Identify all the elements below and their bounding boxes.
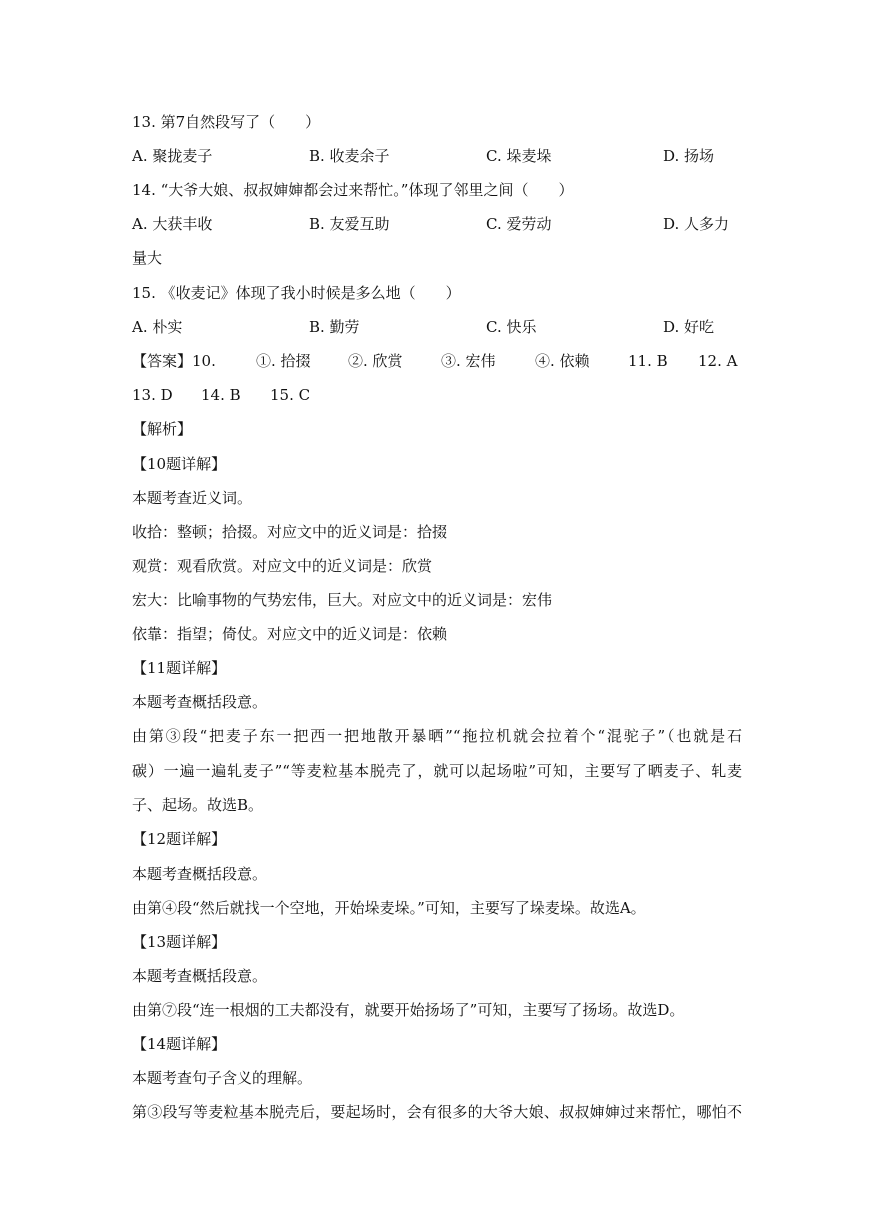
question-13-stem: 13. 第7自然段写了（ ） [132,113,321,131]
q14-intro: 本题考查句子含义的理解。 [132,1069,313,1087]
q12-title: 【12题详解】 [132,830,227,848]
question-13-option-b: B. 收麦余子 [309,147,390,165]
answer-part-4: ④. 依赖 [535,352,590,370]
question-14-option-c: C. 爱劳动 [486,215,552,233]
question-14-option-b: B. 友爱互助 [309,215,390,233]
answer-14: 14. B [201,386,241,404]
answer-15: 15. C [270,386,311,404]
question-14-stem: 14. “大爷大娘、叔叔婶婶都会过来帮忙。”体现了邻里之间（ ） [132,181,574,199]
question-15-option-a: A. 朴实 [132,318,183,336]
q11-line-2: 碳）一遍一遍轧麦子”“等麦粒基本脱壳了，就可以起场啦”可知，主要写了晒麦子、轧麦 [132,762,742,780]
q10-line-3: 宏大：比喻事物的气势宏伟，巨大。对应文中的近义词是：宏伟 [132,591,553,609]
q11-line-3: 子、起场。故选B。 [132,796,264,814]
q10-intro: 本题考查近义词。 [132,489,253,507]
question-15-stem: 15. 《收麦记》体现了我小时候是多么地（ ） [132,284,461,302]
question-14-option-a: A. 大获丰收 [132,215,213,233]
q11-title: 【11题详解】 [132,659,227,677]
answer-part-5: 11. B [628,352,668,370]
q13-intro: 本题考查概括段意。 [132,967,268,985]
q14-title: 【14题详解】 [132,1035,227,1053]
question-15-option-b: B. 勤劳 [309,318,360,336]
q14-line-1: 第③段写等麦粒基本脱壳后，要起场时，会有很多的大爷大娘、叔叔婶婶过来帮忙，哪怕不 [132,1103,742,1121]
q11-intro: 本题考查概括段意。 [132,693,268,711]
q10-line-2: 观赏：观看欣赏。对应文中的近义词是：欣赏 [132,557,433,575]
question-13-option-c: C. 垛麦垛 [486,147,552,165]
question-15-option-c: C. 快乐 [486,318,537,336]
question-13-option-a: A. 聚拢麦子 [132,147,213,165]
q12-intro: 本题考查概括段意。 [132,865,268,883]
q12-line-1: 由第④段“然后就找一个空地，开始垛麦垛。”可知，主要写了垛麦垛。故选A。 [132,899,646,917]
answer-part-6: 12. A [698,352,738,370]
q11-line-1: 由第③段“把麦子东一把西一把地散开暴晒”“拖拉机就会拉着个“混驼子”（也就是石 [132,727,742,745]
answer-part-1: ①. 拾掇 [256,352,311,370]
answer-13: 13. D [132,386,173,404]
question-13-option-d: D. 扬场 [663,147,715,165]
q13-line-1: 由第⑦段“连一根烟的工夫都没有，就要开始扬场了”可知，主要写了扬场。故选D。 [132,1001,685,1019]
question-14-option-d-wrap: 量大 [132,249,163,267]
answer-part-3: ③. 宏伟 [441,352,496,370]
answer-part-2: ②. 欣赏 [348,352,403,370]
q10-title: 【10题详解】 [132,455,227,473]
analysis-header: 【解析】 [132,420,193,438]
question-15-option-d: D. 好吃 [663,318,715,336]
q10-line-4: 依靠：指望；倚仗。对应文中的近义词是：依赖 [132,625,448,643]
answer-label: 【答案】10. [132,352,216,370]
q13-title: 【13题详解】 [132,933,227,951]
q10-line-1: 收拾：整顿；拾掇。对应文中的近义词是：拾掇 [132,523,448,541]
question-14-option-d: D. 人多力 [663,215,730,233]
